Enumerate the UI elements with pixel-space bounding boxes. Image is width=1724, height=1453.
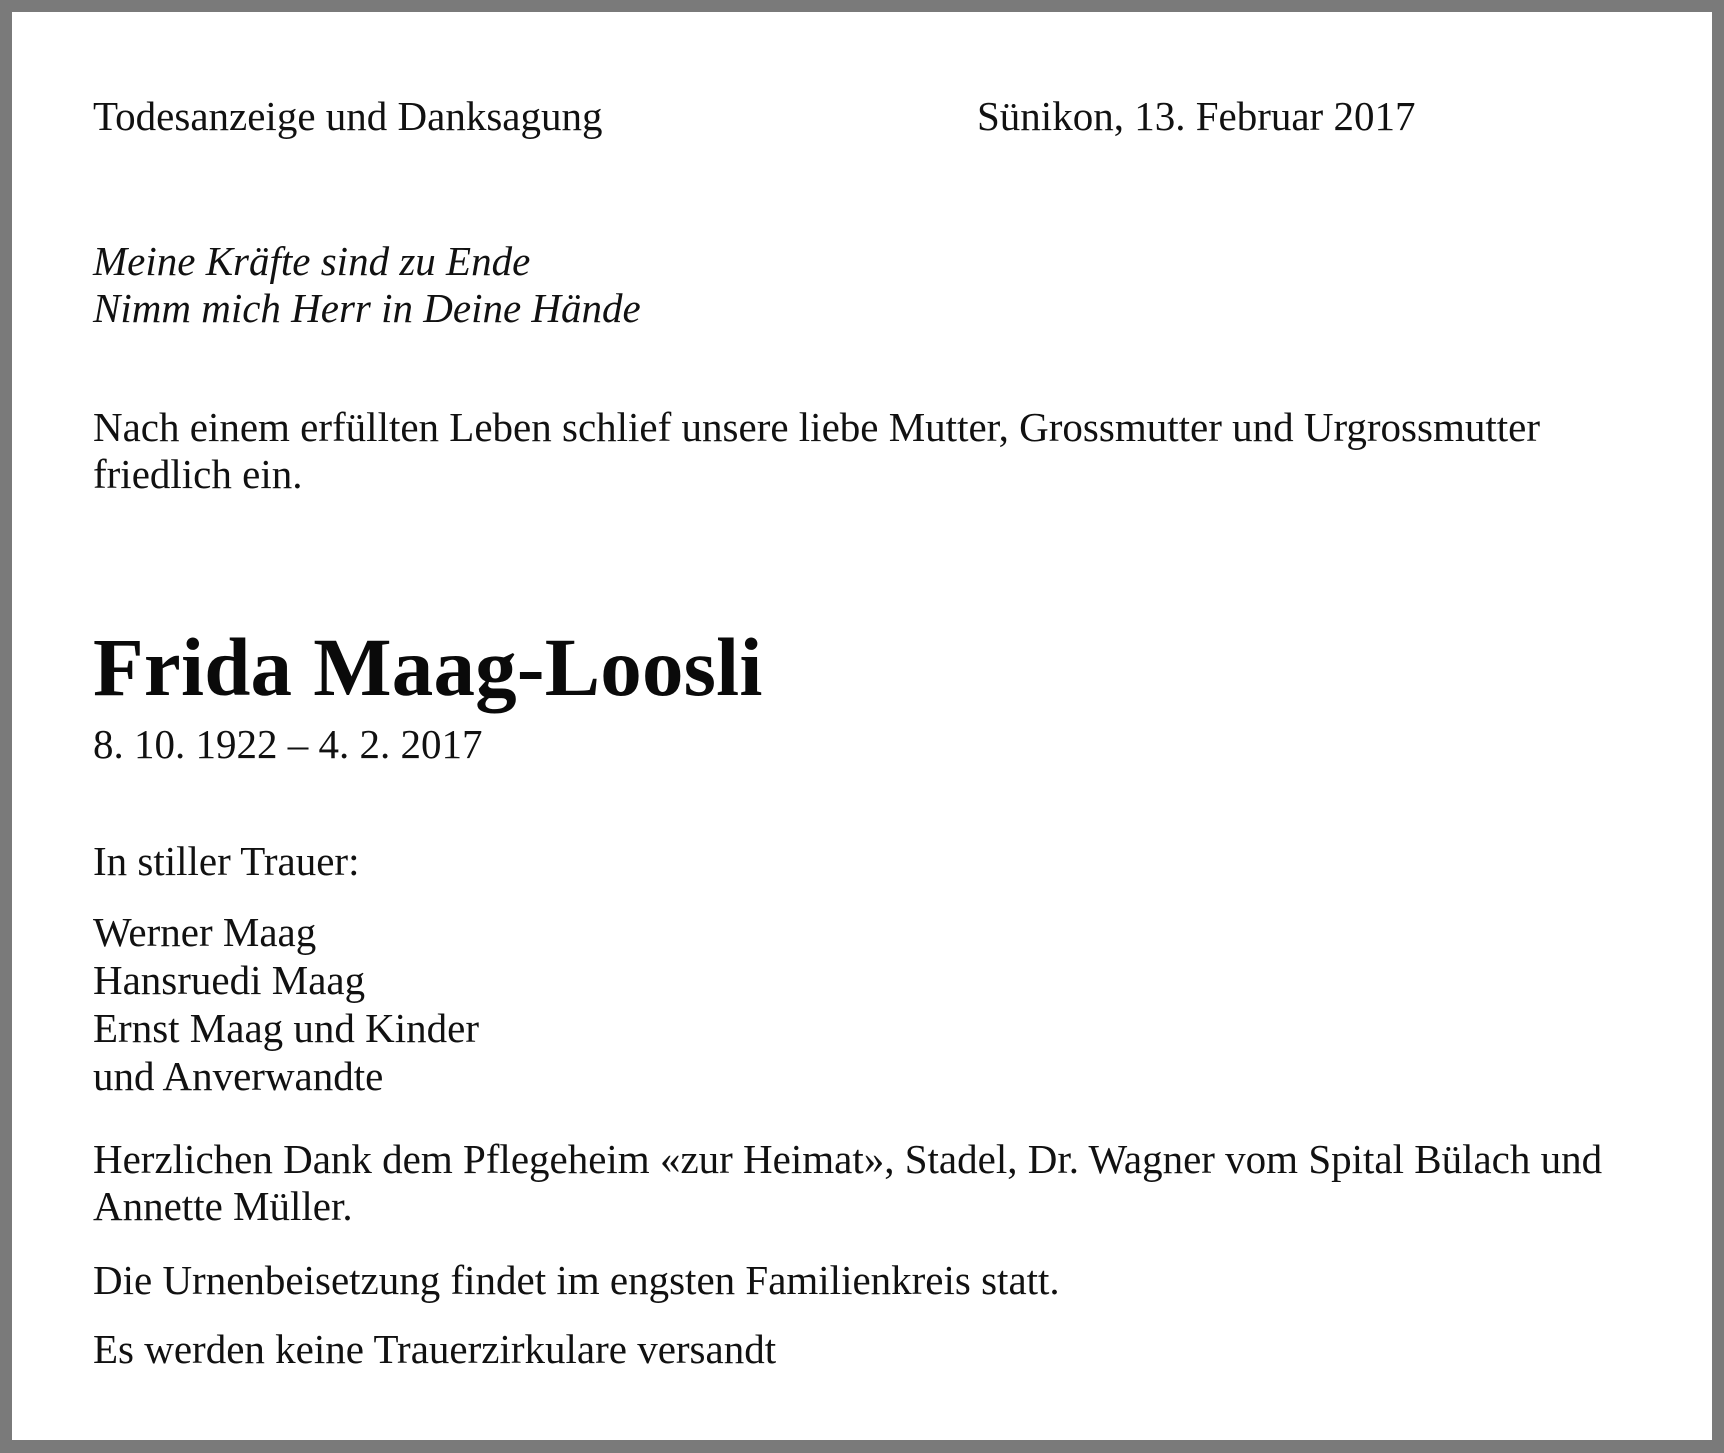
life-dates: 8. 10. 1922 – 4. 2. 2017 — [93, 721, 483, 767]
deceased-name: Frida Maag-Loosli — [93, 621, 763, 713]
family-member: Werner Maag — [93, 909, 317, 955]
poem — [93, 238, 1633, 332]
notice-title: Todesanzeige und Danksagung — [93, 93, 603, 139]
burial-note: Die Urnenbeisetzung findet im engsten Familienkreis statt. — [93, 1257, 1060, 1303]
header-row — [93, 92, 1633, 152]
intro-text: Nach einem erfüllten Leben schlief unsere liebe Mutter, Grossmutter und Urgrossmutter friedlich ein. — [93, 404, 1540, 497]
family-member: Ernst Maag und Kinder — [93, 1005, 479, 1051]
place-date: Sünikon, 13. Februar 2017 — [977, 93, 1416, 139]
family-list — [93, 908, 479, 1100]
family-member: Hansruedi Maag — [93, 957, 366, 1003]
poem-line: Meine Kräfte sind zu Ende — [93, 238, 531, 284]
circulars-note: Es werden keine Trauerzirkulare versandt — [93, 1326, 777, 1372]
mourning-label: In stiller Trauer: — [93, 838, 360, 884]
family-member: und Anverwandte — [93, 1053, 384, 1099]
thanks-paragraph: Herzlichen Dank dem Pflegeheim «zur Heimat», Stadel, Dr. Wagner vom Spital Bülach und Annette Müller. — [93, 1136, 1603, 1229]
obituary-page — [12, 12, 1712, 1440]
poem-line: Nimm mich Herr in Deine Hände — [93, 285, 641, 331]
